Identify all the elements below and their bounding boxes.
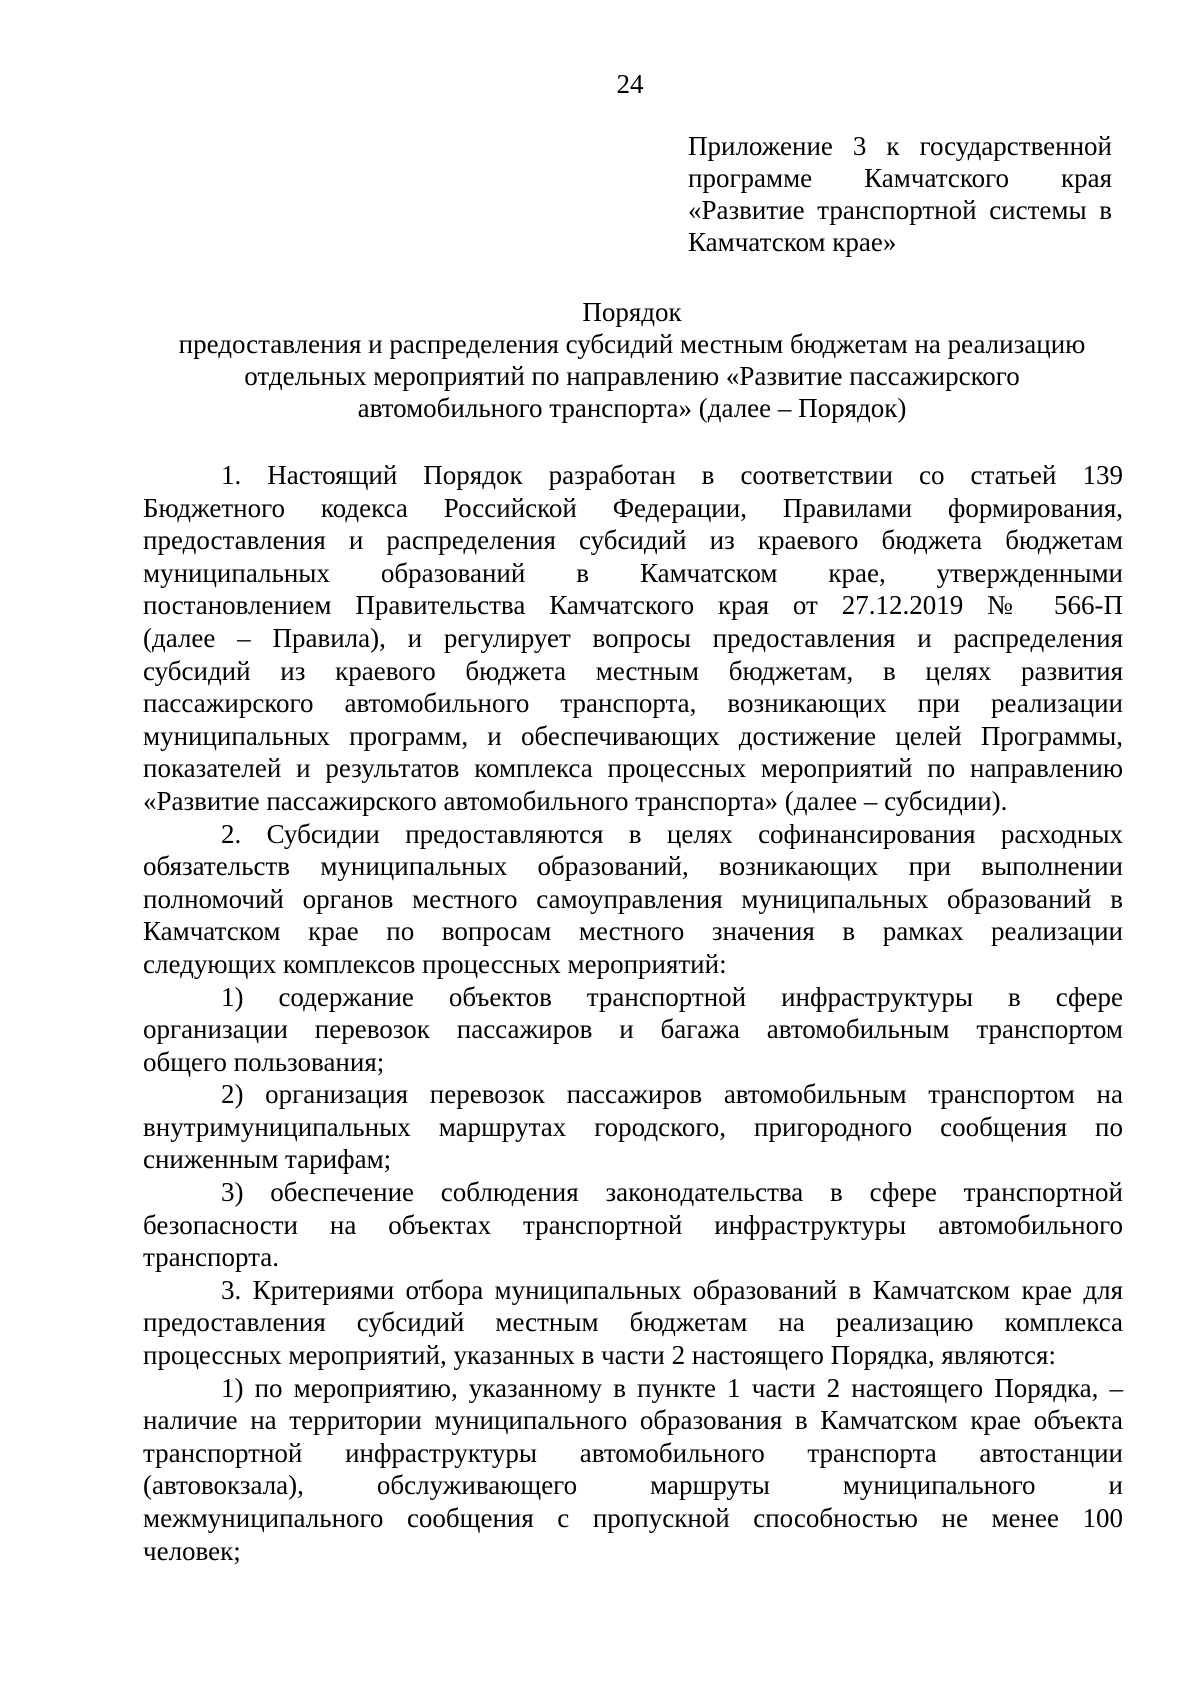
body-line: 2) организация перевозок пассажиров автомобильным транспортом на (221, 1079, 1123, 1110)
body-line: общего пользования; (143, 1046, 385, 1077)
appendix-line: программе Камчатского края (688, 163, 1112, 193)
document-body (143, 459, 1123, 1567)
body-line: постановлением Правительства Камчатского края от 27.12.2019 № 566-П (143, 590, 1123, 621)
body-line: организации перевозок пассажиров и багажа автомобильным транспортом (143, 1014, 1123, 1045)
body-line: предоставления и распределения субсидий из краевого бюджета бюджетам (143, 525, 1123, 556)
body-line: 1. Настоящий Порядок разработан в соответствии со статьей 139 (221, 460, 1123, 490)
body-line: наличие на территории муниципального образования в Камчатском крае объекта (143, 1405, 1123, 1436)
page-number: 24 (616, 69, 644, 99)
body-line: следующих комплексов процессных мероприятий: (143, 948, 727, 979)
body-line: сниженным тарифам; (143, 1144, 392, 1175)
body-line: 3. Критериями отбора муниципальных образований в Камчатском крае для (221, 1274, 1123, 1305)
body-line: транспорта. (143, 1242, 280, 1273)
body-line: показателей и результатов комплекса процессных мероприятий по направлению (143, 753, 1123, 784)
body-line: транспортной инфраструктуры автомобильного транспорта автостанции (143, 1437, 1123, 1468)
appendix-line: Камчатском крае» (688, 227, 897, 257)
body-line: межмуниципального сообщения с пропускной способностью не менее 100 (143, 1503, 1123, 1533)
title-line: автомобильного транспорта» (далее – Порядок) (357, 393, 907, 423)
body-line: (автовокзала), обслуживающего маршруты муниципального и (143, 1470, 1123, 1501)
body-line: «Развитие пассажирского автомобильного транспорта» (далее – субсидии). (143, 785, 1008, 816)
body-line: предоставления субсидий местным бюджетам на реализацию комплекса (143, 1307, 1123, 1338)
body-line: муниципальных программ, и обеспечивающих достижение целей Программы, (143, 720, 1123, 751)
title-line: предоставления и распределения субсидий местным бюджетам на реализацию (178, 329, 1086, 359)
body-line: обязательств муниципальных образований, возникающих при выполнении (143, 851, 1123, 882)
body-line: 2. Субсидии предоставляются в целях софинансирования расходных (221, 818, 1123, 849)
title-line: отдельных мероприятий по направлению «Развитие пассажирского (244, 361, 1020, 391)
body-line: пассажирского автомобильного транспорта, возникающих при реализации (143, 688, 1123, 719)
body-line: Бюджетного кодекса Российской Федерации, Правилами формирования, (143, 492, 1123, 523)
appendix-note (688, 130, 1112, 258)
appendix-line: Приложение 3 к государственной (688, 131, 1112, 161)
body-line: (далее – Правила), и регулирует вопросы предоставления и распределения (143, 622, 1123, 653)
body-line: муниципальных образований в Камчатском крае, утвержденными (143, 557, 1123, 588)
body-line: безопасности на объектах транспортной инфраструктуры автомобильного (143, 1209, 1123, 1240)
body-line: внутримуниципальных маршрутах городского, пригородного сообщения по (143, 1111, 1123, 1142)
body-line: Камчатском крае по вопросам местного значения в рамках реализации (143, 916, 1123, 947)
body-line: процессных мероприятий, указанных в части 2 настоящего Порядка, являются: (143, 1340, 1056, 1371)
document-title (140, 296, 1124, 424)
body-line: человек; (143, 1535, 241, 1566)
body-line: 1) по мероприятию, указанному в пункте 1 части 2 настоящего Порядка, – (221, 1372, 1123, 1403)
body-line: полномочий органов местного самоуправления муниципальных образований в (143, 883, 1123, 914)
body-line: 3) обеспечение соблюдения законодательства в сфере транспортной (221, 1177, 1123, 1208)
title-heading: Порядок (582, 297, 682, 327)
body-line: субсидий из краевого бюджета местным бюджетам, в целях развития (143, 655, 1123, 686)
appendix-line: «Развитие транспортной системы в (688, 195, 1112, 225)
body-line: 1) содержание объектов транспортной инфраструктуры в сфере (221, 981, 1123, 1012)
